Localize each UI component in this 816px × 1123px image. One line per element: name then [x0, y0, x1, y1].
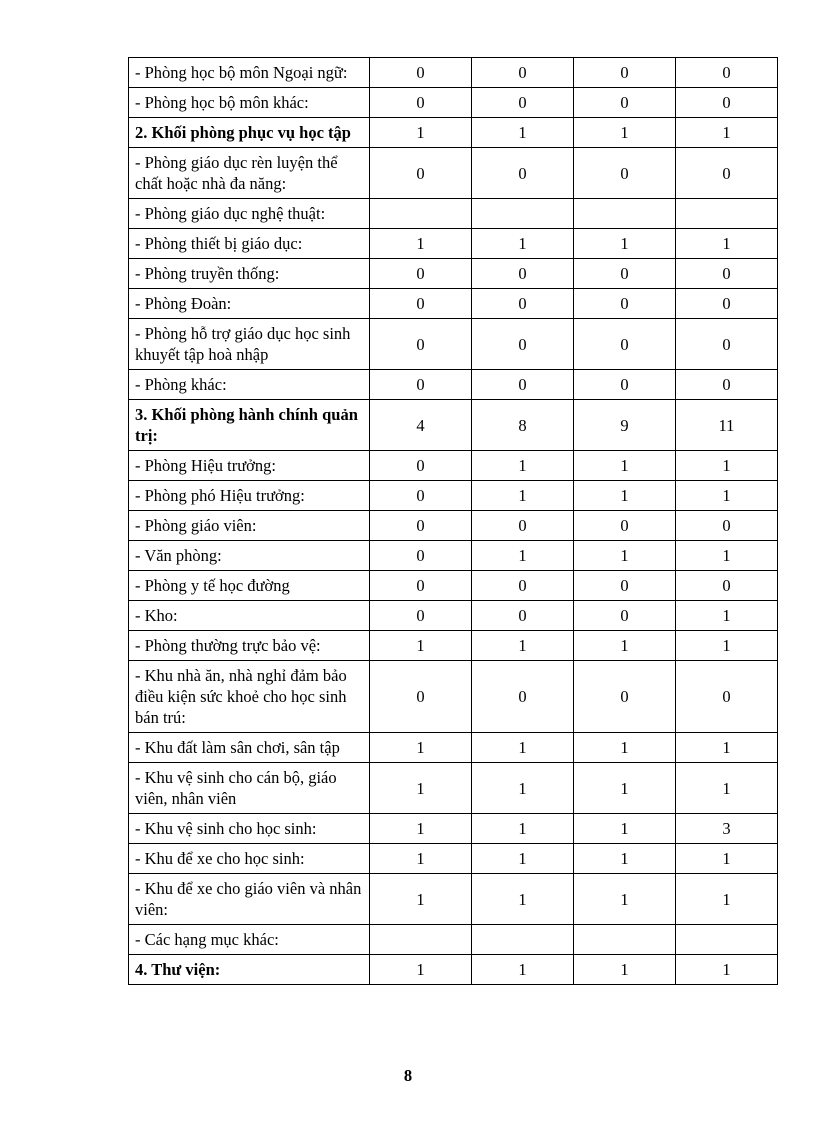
value-cell: 0 [676, 319, 778, 370]
item-label-cell: - Khu vệ sinh cho cán bộ, giáo viên, nhân viên [129, 763, 370, 814]
value-cell: 0 [574, 511, 676, 541]
table-row [129, 814, 778, 844]
value-cell [472, 199, 574, 229]
table-row [129, 289, 778, 319]
item-label-cell: - Phòng khác: [129, 370, 370, 400]
table-row [129, 874, 778, 925]
value-cell: 0 [472, 88, 574, 118]
value-cell: 0 [472, 259, 574, 289]
value-cell: 0 [574, 370, 676, 400]
value-cell: 0 [574, 259, 676, 289]
value-cell: 0 [370, 481, 472, 511]
value-cell: 1 [574, 874, 676, 925]
value-cell: 1 [370, 844, 472, 874]
value-cell: 0 [370, 148, 472, 199]
facilities-table [128, 57, 778, 985]
item-label-cell: - Khu nhà ăn, nhà nghỉ đảm bảo điều kiện sức khoẻ cho học sinh bán trú: [129, 661, 370, 733]
value-cell: 0 [574, 58, 676, 88]
value-cell: 4 [370, 400, 472, 451]
value-cell: 1 [472, 874, 574, 925]
value-cell [676, 925, 778, 955]
value-cell: 8 [472, 400, 574, 451]
table-row [129, 631, 778, 661]
table-row [129, 370, 778, 400]
value-cell: 1 [472, 481, 574, 511]
table-row [129, 661, 778, 733]
item-label-cell: - Phòng giáo dục rèn luyện thể chất hoặc nhà đa năng: [129, 148, 370, 199]
value-cell: 0 [676, 370, 778, 400]
value-cell: 0 [370, 451, 472, 481]
value-cell: 0 [676, 259, 778, 289]
item-label-cell: - Phòng học bộ môn khác: [129, 88, 370, 118]
value-cell: 1 [370, 118, 472, 148]
table-row [129, 601, 778, 631]
table-row [129, 199, 778, 229]
value-cell: 0 [574, 601, 676, 631]
value-cell: 1 [472, 844, 574, 874]
value-cell: 1 [676, 118, 778, 148]
section-heading-cell: 2. Khối phòng phục vụ học tập [129, 118, 370, 148]
value-cell: 1 [676, 541, 778, 571]
value-cell: 1 [574, 814, 676, 844]
item-label-cell: - Phòng Đoàn: [129, 289, 370, 319]
value-cell: 1 [574, 451, 676, 481]
value-cell: 1 [676, 631, 778, 661]
value-cell: 0 [472, 601, 574, 631]
value-cell: 0 [472, 571, 574, 601]
table-row [129, 229, 778, 259]
value-cell: 0 [472, 661, 574, 733]
value-cell: 0 [676, 88, 778, 118]
facilities-table-body [129, 58, 778, 985]
value-cell: 1 [574, 481, 676, 511]
page-number: 8 [403, 1066, 413, 1085]
value-cell: 0 [676, 571, 778, 601]
section-heading-cell: 3. Khối phòng hành chính quản trị: [129, 400, 370, 451]
value-cell: 1 [676, 955, 778, 985]
table-row [129, 148, 778, 199]
table-row [129, 844, 778, 874]
value-cell: 1 [472, 118, 574, 148]
item-label-cell: - Phòng giáo viên: [129, 511, 370, 541]
value-cell [574, 199, 676, 229]
value-cell: 9 [574, 400, 676, 451]
value-cell: 0 [676, 511, 778, 541]
value-cell: 1 [574, 763, 676, 814]
item-label-cell: - Phòng hỗ trợ giáo dục học sinh khuyết tập hoà nhập [129, 319, 370, 370]
value-cell: 1 [472, 955, 574, 985]
item-label-cell: - Khu để xe cho giáo viên và nhân viên: [129, 874, 370, 925]
value-cell: 0 [472, 511, 574, 541]
value-cell: 1 [676, 763, 778, 814]
table-row [129, 319, 778, 370]
value-cell: 1 [472, 229, 574, 259]
value-cell: 1 [676, 733, 778, 763]
value-cell: 1 [574, 229, 676, 259]
value-cell: 1 [370, 874, 472, 925]
value-cell: 1 [370, 814, 472, 844]
item-label-cell: - Phòng Hiệu trưởng: [129, 451, 370, 481]
table-row [129, 118, 778, 148]
value-cell: 1 [676, 229, 778, 259]
value-cell: 0 [574, 88, 676, 118]
value-cell: 0 [574, 289, 676, 319]
item-label-cell: - Khu để xe cho học sinh: [129, 844, 370, 874]
value-cell: 0 [472, 289, 574, 319]
table-row [129, 58, 778, 88]
value-cell: 0 [676, 289, 778, 319]
value-cell: 0 [676, 661, 778, 733]
value-cell: 1 [472, 814, 574, 844]
value-cell [370, 925, 472, 955]
value-cell: 1 [370, 733, 472, 763]
value-cell: 1 [472, 541, 574, 571]
value-cell: 1 [574, 118, 676, 148]
value-cell: 1 [574, 631, 676, 661]
value-cell: 0 [574, 661, 676, 733]
section-heading-cell: 4. Thư viện: [129, 955, 370, 985]
value-cell: 1 [472, 763, 574, 814]
item-label-cell: - Văn phòng: [129, 541, 370, 571]
value-cell: 0 [370, 319, 472, 370]
value-cell: 1 [676, 874, 778, 925]
table-row [129, 88, 778, 118]
value-cell: 1 [676, 451, 778, 481]
value-cell: 3 [676, 814, 778, 844]
value-cell: 0 [676, 148, 778, 199]
value-cell: 1 [370, 631, 472, 661]
item-label-cell: - Khu vệ sinh cho học sinh: [129, 814, 370, 844]
value-cell: 0 [370, 370, 472, 400]
value-cell: 1 [472, 451, 574, 481]
value-cell: 0 [370, 661, 472, 733]
value-cell: 0 [370, 289, 472, 319]
value-cell [370, 199, 472, 229]
value-cell: 0 [472, 370, 574, 400]
value-cell: 1 [574, 844, 676, 874]
value-cell: 1 [370, 955, 472, 985]
table-row [129, 925, 778, 955]
value-cell: 0 [472, 319, 574, 370]
value-cell: 1 [574, 733, 676, 763]
value-cell: 0 [370, 541, 472, 571]
value-cell: 1 [370, 763, 472, 814]
value-cell: 1 [472, 733, 574, 763]
item-label-cell: - Phòng phó Hiệu trưởng: [129, 481, 370, 511]
item-label-cell: - Phòng học bộ môn Ngoại ngữ: [129, 58, 370, 88]
table-row [129, 451, 778, 481]
value-cell: 0 [370, 601, 472, 631]
table-row [129, 400, 778, 451]
value-cell [676, 199, 778, 229]
table-row [129, 955, 778, 985]
table-row [129, 733, 778, 763]
table-row [129, 763, 778, 814]
value-cell: 0 [370, 88, 472, 118]
table-row [129, 571, 778, 601]
value-cell: 1 [676, 481, 778, 511]
value-cell: 1 [574, 541, 676, 571]
item-label-cell: - Phòng truyền thống: [129, 259, 370, 289]
item-label-cell: - Phòng giáo dục nghệ thuật: [129, 199, 370, 229]
value-cell: 0 [370, 571, 472, 601]
table-row [129, 481, 778, 511]
value-cell: 0 [370, 511, 472, 541]
value-cell [472, 925, 574, 955]
item-label-cell: - Phòng thiết bị giáo dục: [129, 229, 370, 259]
value-cell [574, 925, 676, 955]
value-cell: 0 [676, 58, 778, 88]
value-cell: 1 [472, 631, 574, 661]
value-cell: 11 [676, 400, 778, 451]
table-row [129, 259, 778, 289]
value-cell: 0 [472, 58, 574, 88]
value-cell: 0 [574, 319, 676, 370]
value-cell: 1 [574, 955, 676, 985]
item-label-cell: - Khu đất làm sân chơi, sân tập [129, 733, 370, 763]
table-row [129, 541, 778, 571]
item-label-cell: - Phòng y tế học đường [129, 571, 370, 601]
value-cell: 1 [676, 844, 778, 874]
value-cell: 1 [370, 229, 472, 259]
value-cell: 0 [370, 259, 472, 289]
item-label-cell: - Phòng thường trực bảo vệ: [129, 631, 370, 661]
item-label-cell: - Kho: [129, 601, 370, 631]
value-cell: 0 [574, 148, 676, 199]
table-row [129, 511, 778, 541]
value-cell: 0 [574, 571, 676, 601]
value-cell: 0 [472, 148, 574, 199]
value-cell: 0 [370, 58, 472, 88]
value-cell: 1 [676, 601, 778, 631]
item-label-cell: - Các hạng mục khác: [129, 925, 370, 955]
